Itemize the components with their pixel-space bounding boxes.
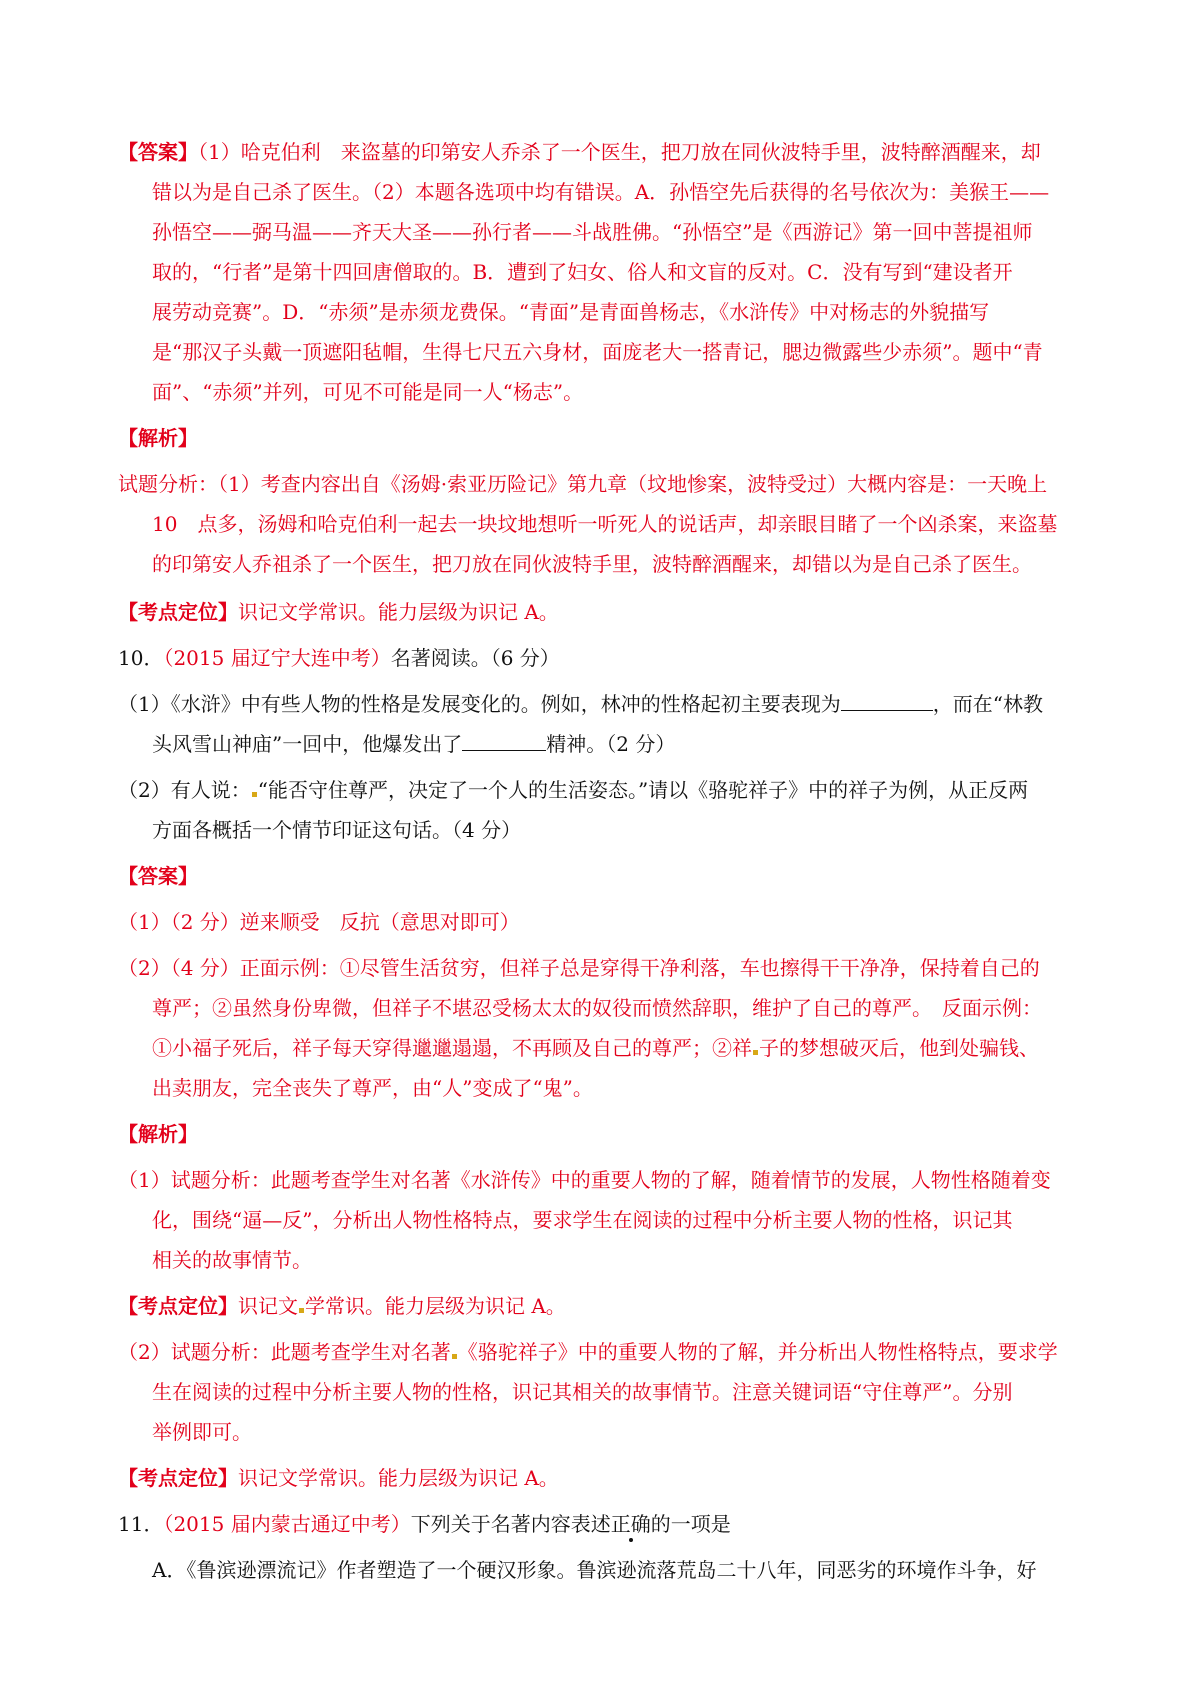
answer-9-line-6: 是“那汉子头戴一顶遮阳毡帽，生得七尺五六身材，面庞老大一搭青记，腮边微露些少赤须”。题中“青	[152, 340, 1043, 364]
analysis-9-line-2: 10 点多，汤姆和哈克伯利一起去一块坟地想听一听死人的说话声，却亲眼目睹了一个凶杀案，来盗墓	[152, 512, 1058, 536]
answer-10-tag: 【答案】	[118, 864, 198, 888]
edit-mark	[252, 792, 257, 797]
question-11-option-a: A．《鲁滨逊漂流记》作者塑造了一个硬汉形象。鲁滨逊流落荒岛二十八年，同恶劣的环境作斗争，好	[152, 1558, 1037, 1582]
question-source: （2015 届辽宁大连中考）	[163, 646, 391, 670]
edit-mark	[753, 1050, 758, 1055]
analysis-10-part-2-line-2: 生在阅读的过程中分析主要人物的性格，识记其相关的故事情节。注意关键词语“守住尊严”。分别	[152, 1380, 1013, 1404]
answer-blank-2	[462, 728, 546, 751]
question-number: 10．	[118, 646, 164, 670]
knowledge-point-9: 【考点定位】识记文学常识。能力层级为识记 A。	[118, 600, 559, 624]
answer-9-line-5: 展劳动竞赛”。D．“赤须”是赤须龙费保。“青面”是青面兽杨志，《水浒传》中对杨志的外貌描写	[152, 300, 990, 324]
answer-tag: 【答案】	[118, 140, 198, 164]
question-10-heading	[118, 638, 560, 678]
emphasis-text: 正确	[610, 1512, 651, 1536]
question-10-part-2-line-1: （2）有人说： “能否守住尊严，决定了一个人的生活姿态。”请以《骆驼祥子》中的祥子为例，从正反两	[118, 778, 1029, 802]
analysis-10-tag: 【解析】	[118, 1122, 198, 1146]
answer-9-line-1: 【答案】（1）哈克伯利 来盗墓的印第安人乔杀了一个医生，把刀放在同伙波特手里，波特醉酒醒来，却	[118, 140, 1041, 164]
answer-10-part-2-line-3: ①小福子死后，祥子每天穿得邋邋遢遢，不再顾及自己的尊严；②祥 子的梦想破灭后，他到处骗钱、	[152, 1036, 1039, 1060]
question-number: 11．	[118, 1512, 164, 1536]
question-10-part-1-line-1: （1）《水浒》中有些人物的性格是发展变化的。例如，林冲的性格起初主要表现为 ，而在“林教	[118, 684, 1043, 724]
edit-mark	[452, 1354, 457, 1359]
analysis-10-part-2-line-3: 举例即可。	[152, 1420, 252, 1444]
answer-10-part-2-line-4: 出卖朋友，完全丧失了尊严，由“人”变成了“鬼”。	[152, 1076, 593, 1100]
question-title: 名著阅读。（6 分）	[390, 646, 560, 670]
question-10-part-1-line-2: 头风雪山神庙”一回中，他爆发出了 精神。（2 分）	[152, 724, 675, 764]
answer-10-part-2-line-1: （2）（4 分）正面示例：①尽管生活贫穷，但祥子总是穿得干净利落，车也擦得干干净净，保持着自己的	[118, 956, 1040, 980]
answer-9-line-2: 错以为是自己杀了医生。（2）本题各选项中均有错误。A．孙悟空先后获得的名号依次为：美猴王——	[152, 180, 1050, 204]
analysis-9-line-3: 的印第安人乔祖杀了一个医生，把刀放在同伙波特手里，波特醉酒醒来，却错以为是自己杀了医生。	[152, 552, 1032, 576]
knowledge-point-10-1: 【考点定位】识记文 学常识。能力层级为识记 A。	[118, 1294, 566, 1318]
analysis-9-line-1: 试题分析：（1）考查内容出自《汤姆·索亚历险记》第九章（坟地惨案，波特受过）大概内容是：一天晚上	[118, 472, 1048, 496]
question-10-part-2-line-2: 方面各概括一个情节印证这句话。（4 分）	[152, 818, 522, 842]
answer-9-line-4: 取的，“行者”是第十四回唐僧取的。B．遭到了妇女、俗人和文盲的反对。C．没有写到“建设者开	[152, 260, 1013, 284]
analysis-10-part-1-line-2: 化，围绕“逼—反”，分析出人物性格特点，要求学生在阅读的过程中分析主要人物的性格，识记其	[152, 1208, 1013, 1232]
answer-blank-1	[841, 688, 933, 711]
answer-10-part-2-line-2: 尊严；②虽然身份卑微，但祥子不堪忍受杨太太的奴役而愤然辞职，维护了自己的尊严。 反面示例：	[152, 996, 1042, 1020]
answer-9-line-7: 面”、“赤须”并列，可见不可能是同一人“杨志”。	[152, 380, 584, 404]
knowledge-point-10-2: 【考点定位】识记文学常识。能力层级为识记 A。	[118, 1466, 559, 1490]
analysis-9-tag: 【解析】	[118, 426, 198, 450]
analysis-10-part-1-line-3: 相关的故事情节。	[152, 1248, 312, 1272]
question-source: （2015 届内蒙古通辽中考）	[163, 1512, 411, 1536]
answer-9-line-3: 孙悟空——弼马温——齐天大圣——孙行者——斗战胜佛。“孙悟空”是《西游记》第一回中菩提祖师	[152, 220, 1033, 244]
edit-mark	[299, 1308, 304, 1313]
analysis-10-part-1-line-1: （1）试题分析：此题考查学生对名著《水浒传》中的重要人物的了解，随着情节的发展，人物性格随着变	[118, 1168, 1051, 1192]
question-11-heading: 11．（2015 届内蒙古通辽中考）下列关于名著内容表述正确的一项是	[118, 1512, 731, 1536]
analysis-10-part-2-line-1: （2）试题分析：此题考查学生对名著 《骆驼祥子》中的重要人物的了解，并分析出人物性格特点，要求学	[118, 1340, 1058, 1364]
answer-10-part-1: （1）（2 分）逆来顺受 反抗（意思对即可）	[118, 910, 520, 934]
